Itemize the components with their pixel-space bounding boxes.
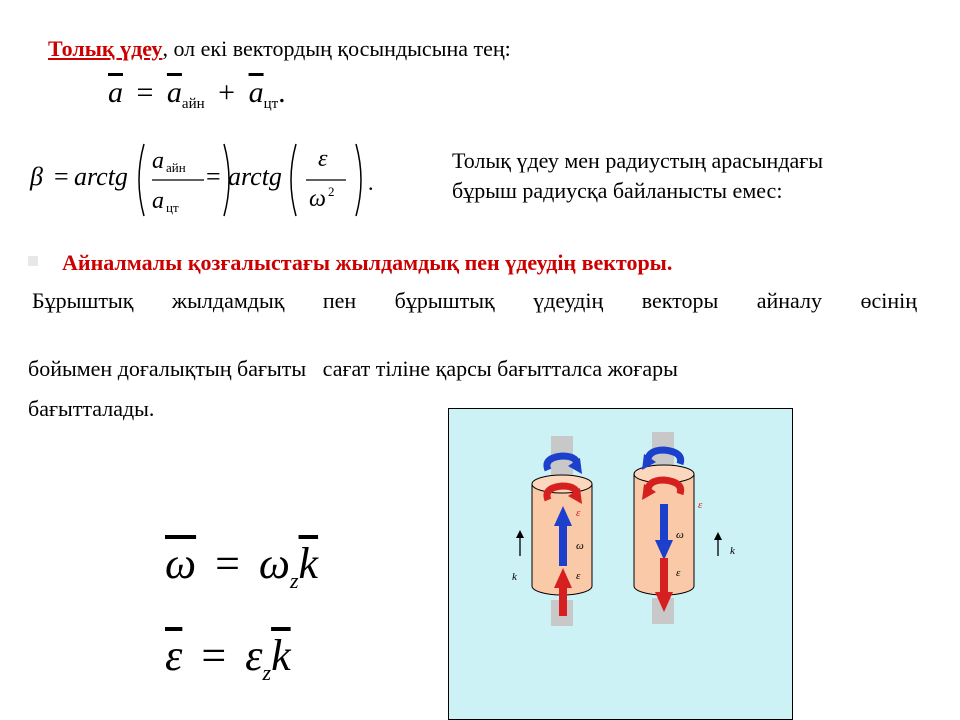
- formula4-rhs: ε: [245, 631, 263, 680]
- heading-term: Толық үдеу: [48, 36, 163, 61]
- formula2-arctg-2: arctg: [228, 162, 282, 191]
- formula1-rhs2: $\overline{a}$: [248, 76, 264, 109]
- formula4-k: $\overline{k}$: [271, 631, 291, 680]
- heading-rest: , ол екі вектордың қосындысына тең:: [162, 36, 511, 61]
- rotation-figure: [448, 408, 793, 720]
- left-k-label: k: [512, 571, 517, 583]
- formula1-rhs2-sub: цт: [263, 96, 279, 112]
- note-line1: Толық үдеу мен радиустың арасындағы: [452, 148, 824, 173]
- paragraph-line3: бағытталады.: [28, 396, 155, 421]
- formula2-pow: 2: [328, 184, 335, 199]
- left-eps-label-2: ε: [576, 570, 581, 582]
- formula-epsilon: $\overline{\varepsilon} = \varepsilon_z\overline{k}$: [165, 631, 291, 685]
- formula2-num: a: [152, 148, 164, 174]
- formula3-lhs: $\overline{\omega}$: [165, 539, 197, 588]
- bullet-title: Айналмалы қозғалыстағы жылдамдық пен үдеудің векторы.: [62, 250, 673, 275]
- right-eps-label: ε: [698, 499, 703, 511]
- formula-omega: $\overline{\omega} = \omega_z\overline{k}$: [165, 539, 319, 593]
- right-k-label: k: [730, 545, 735, 557]
- formula2-num-sub: айн: [166, 160, 186, 175]
- formula-full-acceleration: $\overline{a} = \overline{a}_{айн} + \overline{a}_{цт}$.: [108, 76, 286, 112]
- formula2-eps: ε: [318, 146, 328, 172]
- left-eps-label: ε: [576, 507, 581, 519]
- formula3-rhs: ω: [258, 539, 290, 588]
- left-omega-label: ω: [576, 540, 584, 552]
- formula2-den: a: [152, 188, 164, 214]
- formula1-lhs: $\overline{a}$: [108, 76, 123, 109]
- formula2-arctg-1: arctg: [74, 162, 128, 191]
- note-line2: бұрыш радиусқа байланысты емес:: [452, 178, 783, 203]
- paragraph-line2: бойымен доғалықтың бағыты сағат тіліне қарсы бағытталса жоғары: [28, 356, 678, 381]
- formula-angle-beta: β = arctg a айн a цт = arctg ε ω 2 .: [30, 140, 380, 220]
- formula2-beta: β: [30, 162, 43, 191]
- paragraph-line1: Бұрыштық жылдамдық пен бұрыштық үдеудің векторы айналу өсінің: [32, 288, 917, 313]
- heading-line: [48, 36, 511, 62]
- formula1-rhs1: $\overline{a}$: [166, 76, 182, 109]
- formula3-sub: z: [289, 568, 299, 593]
- formula1-rhs1-sub: айн: [181, 96, 205, 112]
- formula4-sub: z: [262, 660, 272, 685]
- formula4-lhs: $\overline{\varepsilon}$: [165, 631, 183, 680]
- right-omega-label: ω: [676, 529, 684, 541]
- formula3-k: $\overline{k}$: [298, 539, 319, 588]
- bullet-icon: [28, 256, 38, 266]
- formula2-den-sub: цт: [166, 200, 179, 215]
- figure-background: [449, 409, 793, 720]
- right-eps-label-2: ε: [676, 567, 681, 579]
- formula2-omega: ω: [309, 186, 326, 212]
- note-block: [452, 146, 823, 206]
